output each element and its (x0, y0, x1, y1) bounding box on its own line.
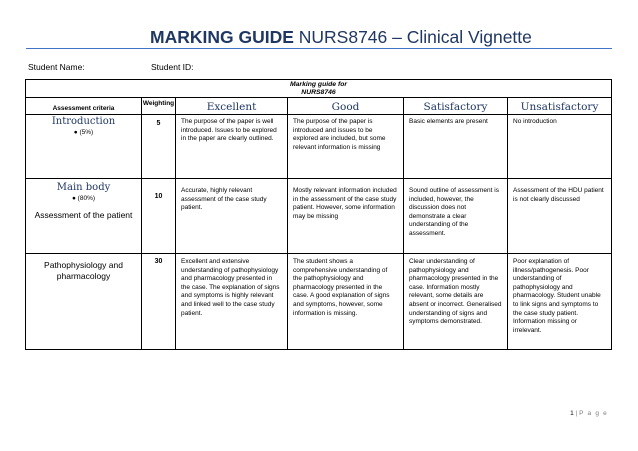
page-number: 1 (570, 410, 574, 417)
table-row (26, 254, 612, 350)
unsatisfactory-descriptor: No introduction (508, 115, 612, 179)
weighting-value: 10 (142, 179, 176, 254)
header-criteria: Assessment criteria (26, 98, 142, 115)
title-rest: NURS8746 – Clinical Vignette (293, 27, 532, 47)
document-title (150, 27, 532, 48)
table-row (26, 179, 612, 254)
criteria-cell (26, 254, 142, 350)
criteria-weight-note: ● (5%) (73, 129, 94, 136)
criteria-title: Main body (56, 182, 111, 193)
excellent-descriptor: Excellent and extensive understanding of pathophysiology and pharmacology presented in the case. The explanation of signs and symptoms is highly relevant and linked well to the case study patient. (176, 254, 288, 350)
header-satisfactory: Satisfactory (404, 98, 508, 115)
unsatisfactory-descriptor: Poor explanation of illness/pathogenesis. Poor understanding of pathophysiology and pharmacology. Student unable to link signs and symptoms to the case study patient. Information missing or irrelevant. (508, 254, 612, 350)
weighting-value: 5 (142, 115, 176, 179)
criteria-cell (26, 179, 142, 254)
guide-caption-line1: Marking guide for (289, 81, 348, 88)
page-separator: | (573, 410, 580, 417)
excellent-descriptor: Accurate, highly relevant assessment of the case study patient. (176, 179, 288, 254)
satisfactory-descriptor: Basic elements are present (404, 115, 508, 179)
unsatisfactory-descriptor: Assessment of the HDU patient is not clearly discussed (508, 179, 612, 254)
header-unsatisfactory: Unsatisfactory (508, 98, 612, 115)
weighting-value: 30 (142, 254, 176, 350)
criteria-title: Pathophysiology and pharmacology (44, 260, 123, 281)
page-footer (570, 410, 608, 417)
criteria-weight-note: ● (80%) (71, 195, 96, 202)
title-rule (26, 48, 612, 49)
guide-caption-line2: NURS8746 (301, 89, 336, 96)
criteria-subtopic: Assessment of the patient (34, 210, 133, 220)
table-row (26, 115, 612, 179)
guide-caption-row (26, 80, 612, 98)
header-good: Good (288, 98, 404, 115)
excellent-descriptor: The purpose of the paper is well introduced. Issues to be explored in the paper are clearly outlined. (176, 115, 288, 179)
header-weighting: Weighting (142, 98, 176, 115)
satisfactory-descriptor: Clear understanding of pathophysiology and pharmacology presented in the case. Information mostly relevant, some details are absent or incorrect. Generalised understanding of signs and symptoms demonstrated. (404, 254, 508, 350)
header-excellent: Excellent (176, 98, 288, 115)
page-word: P a g e (579, 410, 608, 417)
good-descriptor: Mostly relevant information included in the assessment of the case study patient. However, some information may be missing (288, 179, 404, 254)
good-descriptor: The purpose of the paper is introduced and issues to be explored are included, but some relevant information is missing (288, 115, 404, 179)
marking-table (25, 79, 612, 350)
student-id-label: Student ID: (151, 62, 194, 72)
student-name-label: Student Name: (28, 62, 85, 72)
title-bold: MARKING GUIDE (150, 27, 294, 47)
criteria-cell (26, 115, 142, 179)
criteria-title: Introduction (51, 116, 116, 127)
guide-caption (26, 80, 612, 98)
satisfactory-descriptor: Sound outline of assessment is included, however, the discussion does not demonstrate a clear understanding of the assessment. (404, 179, 508, 254)
header-row (26, 98, 612, 115)
good-descriptor: The student shows a comprehensive understanding of the pathophysiology and pharmacology presented in the case. A good explanation of signs and symptoms, however, some information is missing. (288, 254, 404, 350)
